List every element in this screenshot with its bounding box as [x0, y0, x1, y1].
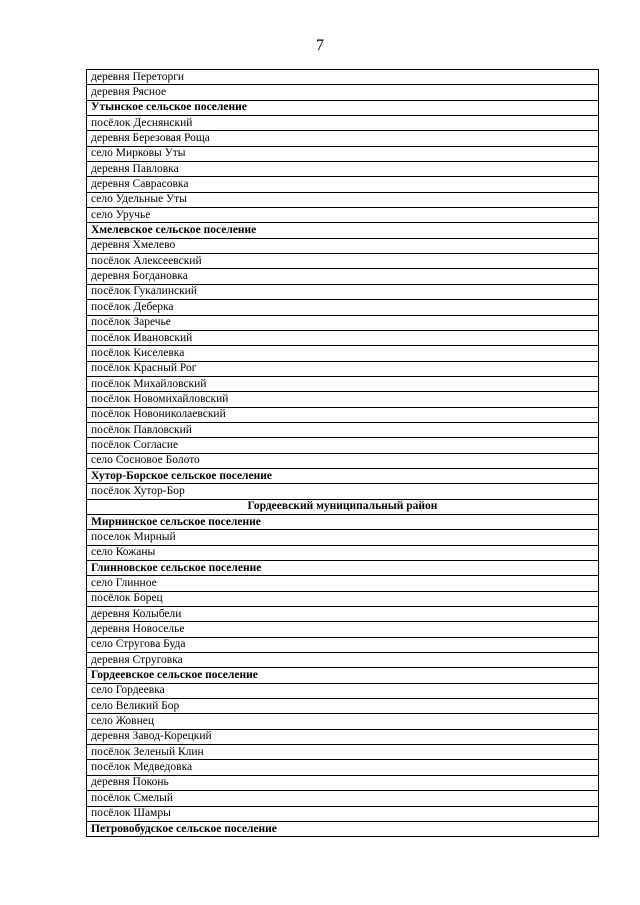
locality-name: деревня Рясное	[87, 85, 599, 100]
locality-name: посёлок Ивановский	[87, 330, 599, 345]
table-row	[87, 453, 599, 468]
locality-name: поселок Мирный	[87, 530, 599, 545]
table-row	[87, 422, 599, 437]
table-row	[87, 162, 599, 177]
locality-name: деревня Поконь	[87, 775, 599, 790]
table-row	[87, 699, 599, 714]
settlement-header-row	[87, 561, 599, 576]
table-row	[87, 177, 599, 192]
locality-name: посёлок Красный Рог	[87, 361, 599, 376]
settlement-name: Утынское сельское поселение	[87, 100, 599, 115]
table-row	[87, 116, 599, 131]
table-row	[87, 775, 599, 790]
settlements-table	[86, 69, 599, 837]
locality-name: посёлок Деберка	[87, 300, 599, 315]
settlement-header-row	[87, 100, 599, 115]
table-row	[87, 576, 599, 591]
table-row	[87, 438, 599, 453]
locality-name: село Великий Бор	[87, 699, 599, 714]
locality-name: посёлок Киселевка	[87, 346, 599, 361]
district-name: Гордеевский муниципальный район	[87, 499, 599, 514]
locality-name: деревня Завод-Корецкий	[87, 729, 599, 744]
table-row	[87, 346, 599, 361]
settlement-header-row	[87, 821, 599, 836]
table-row	[87, 131, 599, 146]
locality-name: деревня Новоселье	[87, 622, 599, 637]
locality-name: село Кожаны	[87, 545, 599, 560]
locality-name: деревня Колыбели	[87, 607, 599, 622]
table-row	[87, 208, 599, 223]
table-row	[87, 637, 599, 652]
locality-name: посёлок Борец	[87, 591, 599, 606]
table-row	[87, 683, 599, 698]
locality-name: деревня Хмелево	[87, 238, 599, 253]
locality-name: посёлок Согласие	[87, 438, 599, 453]
table-row	[87, 146, 599, 161]
table-row	[87, 392, 599, 407]
table-row	[87, 407, 599, 422]
locality-name: село Стругова Буда	[87, 637, 599, 652]
table-row	[87, 361, 599, 376]
table-row	[87, 545, 599, 560]
settlement-name: Глинновское сельское поселение	[87, 561, 599, 576]
table-row	[87, 530, 599, 545]
table-row	[87, 484, 599, 499]
table-row	[87, 791, 599, 806]
locality-name: деревня Переторги	[87, 70, 599, 85]
table-row	[87, 269, 599, 284]
locality-name: посёлок Зеленый Клин	[87, 745, 599, 760]
locality-name: посёлок Михайловский	[87, 376, 599, 391]
table-row	[87, 714, 599, 729]
locality-name: посёлок Смелый	[87, 791, 599, 806]
locality-name: посёлок Павловский	[87, 422, 599, 437]
locality-name: село Глинное	[87, 576, 599, 591]
settlements-table-body	[87, 70, 599, 837]
table-row	[87, 591, 599, 606]
locality-name: село Жовнец	[87, 714, 599, 729]
locality-name: деревня Саврасовка	[87, 177, 599, 192]
table-row	[87, 607, 599, 622]
settlement-name: Мирнинское сельское поселение	[87, 514, 599, 529]
locality-name: село Сосновое Болото	[87, 453, 599, 468]
locality-name: деревня Богдановка	[87, 269, 599, 284]
table-row	[87, 376, 599, 391]
locality-name: село Уручье	[87, 208, 599, 223]
locality-name: посёлок Хутор-Бор	[87, 484, 599, 499]
table-row	[87, 622, 599, 637]
settlement-name: Гордеевское сельское поселение	[87, 668, 599, 683]
locality-name: посёлок Шамры	[87, 806, 599, 821]
table-row	[87, 745, 599, 760]
settlement-header-row	[87, 514, 599, 529]
settlement-header-row	[87, 668, 599, 683]
locality-name: посёлок Гукалинский	[87, 284, 599, 299]
settlement-header-row	[87, 223, 599, 238]
table-row	[87, 653, 599, 668]
settlement-header-row	[87, 468, 599, 483]
table-row	[87, 729, 599, 744]
district-header-row	[87, 499, 599, 514]
table-row	[87, 254, 599, 269]
table-row	[87, 300, 599, 315]
table-row	[87, 760, 599, 775]
locality-name: деревня Павловка	[87, 162, 599, 177]
page-number: 7	[316, 37, 324, 54]
locality-name: посёлок Заречье	[87, 315, 599, 330]
table-row	[87, 85, 599, 100]
table-row	[87, 330, 599, 345]
locality-name: село Мирковы Уты	[87, 146, 599, 161]
table-row	[87, 806, 599, 821]
settlement-name: Петровобудское сельское поселение	[87, 821, 599, 836]
locality-name: посёлок Медведовка	[87, 760, 599, 775]
locality-name: село Удельные Уты	[87, 192, 599, 207]
locality-name: деревня Березовая Роща	[87, 131, 599, 146]
locality-name: посёлок Новомихайловский	[87, 392, 599, 407]
settlement-name: Хмелевское сельское поселение	[87, 223, 599, 238]
locality-name: посёлок Алексеевский	[87, 254, 599, 269]
locality-name: село Гордеевка	[87, 683, 599, 698]
table-row	[87, 192, 599, 207]
table-row	[87, 238, 599, 253]
settlement-name: Хутор-Борское сельское поселение	[87, 468, 599, 483]
locality-name: посёлок Деснянский	[87, 116, 599, 131]
table-row	[87, 315, 599, 330]
table-row	[87, 70, 599, 85]
table-row	[87, 284, 599, 299]
locality-name: посёлок Новониколаевский	[87, 407, 599, 422]
locality-name: деревня Струговка	[87, 653, 599, 668]
